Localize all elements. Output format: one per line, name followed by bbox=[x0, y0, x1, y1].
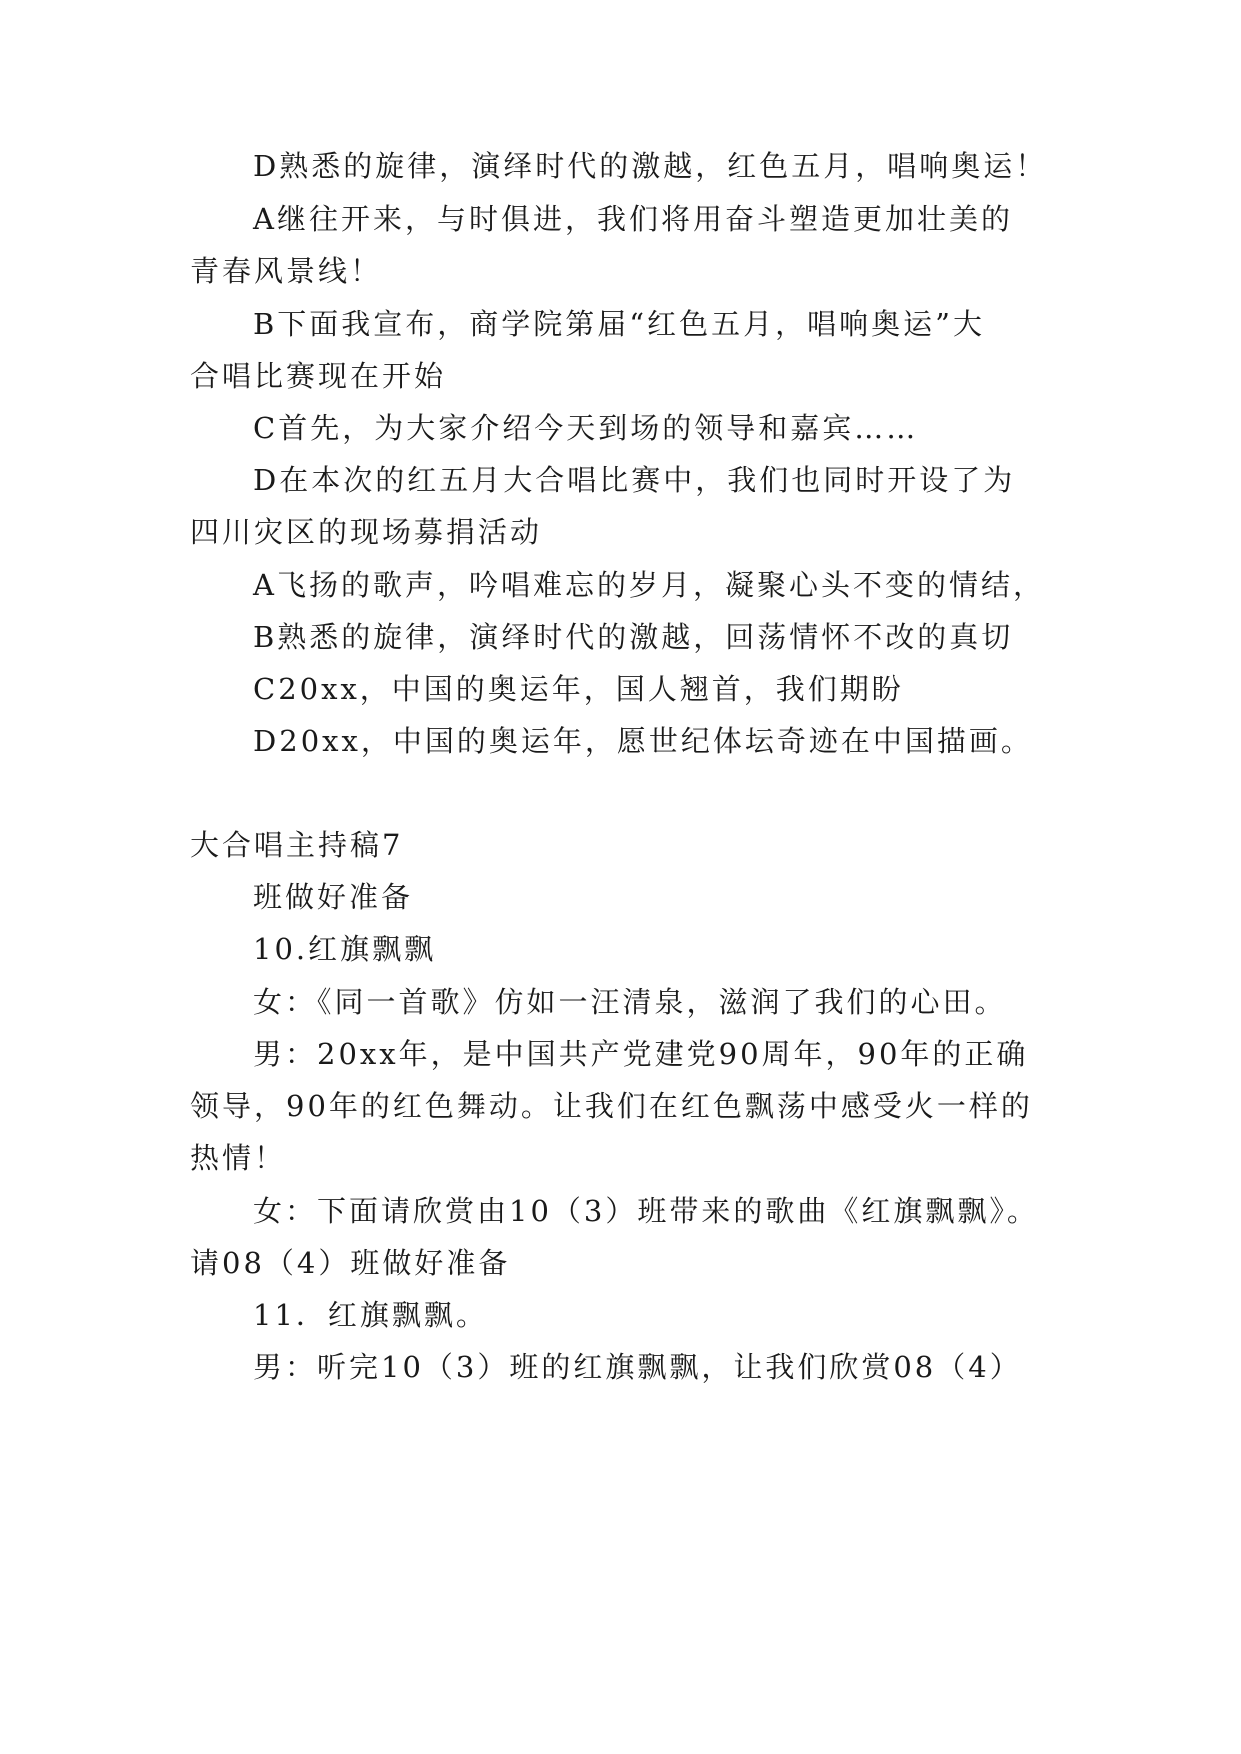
paragraph-line: C20xx，中国的奥运年，国人翘首，我们期盼 bbox=[253, 672, 904, 706]
paragraph-line: D20xx，中国的奥运年，愿世纪体坛奇迹在中国描画。 bbox=[253, 724, 1033, 758]
paragraph-line: 四川灾区的现场募捐活动 bbox=[190, 515, 543, 549]
paragraph-line: 女：《同一首歌》仿如一汪清泉，滋润了我们的心田。 bbox=[253, 985, 1007, 1019]
paragraph-line: D在本次的红五月大合唱比赛中，我们也同时开设了为 bbox=[253, 463, 1016, 497]
paragraph-line: A飞扬的歌声，吟唱难忘的岁月，凝聚心头不变的情结， bbox=[253, 568, 1045, 602]
section-heading: 大合唱主持稿7 bbox=[190, 828, 404, 862]
paragraph-line: 11．红旗飘飘。 bbox=[253, 1298, 488, 1332]
paragraph-line: 合唱比赛现在开始 bbox=[190, 359, 447, 393]
paragraph-line: 男：20xx年，是中国共产党建党90周年，90年的正确 bbox=[253, 1037, 1029, 1071]
paragraph-line: 热情！ bbox=[190, 1141, 287, 1175]
paragraph-line: 班做好准备 bbox=[253, 880, 414, 914]
paragraph-line: B下面我宣布，商学院第届“红色五月，唱响奥运”大 bbox=[253, 307, 985, 341]
paragraph-line: 男：听完10（3）班的红旗飘飘，让我们欣赏08（4） bbox=[253, 1350, 1022, 1384]
paragraph-line: 女：下面请欣赏由10（3）班带来的歌曲《红旗飘飘》。 bbox=[253, 1194, 1039, 1228]
paragraph-line: 10.红旗飘飘 bbox=[253, 932, 437, 966]
paragraph-line: A继往开来，与时俱进，我们将用奋斗塑造更加壮美的 bbox=[253, 202, 1013, 236]
paragraph-line: C首先，为大家介绍今天到场的领导和嘉宾…… bbox=[253, 411, 919, 445]
paragraph-line: 领导，90年的红色舞动。让我们在红色飘荡中感受火一样的 bbox=[190, 1089, 1033, 1123]
paragraph-line: B熟悉的旋律，演绎时代的激越，回荡情怀不改的真切 bbox=[253, 620, 1014, 654]
paragraph-line: 请08（4）班做好准备 bbox=[190, 1246, 511, 1280]
paragraph-line: D熟悉的旋律，演绎时代的激越，红色五月，唱响奥运！ bbox=[253, 149, 1048, 183]
paragraph-line: 青春风景线！ bbox=[190, 254, 383, 288]
